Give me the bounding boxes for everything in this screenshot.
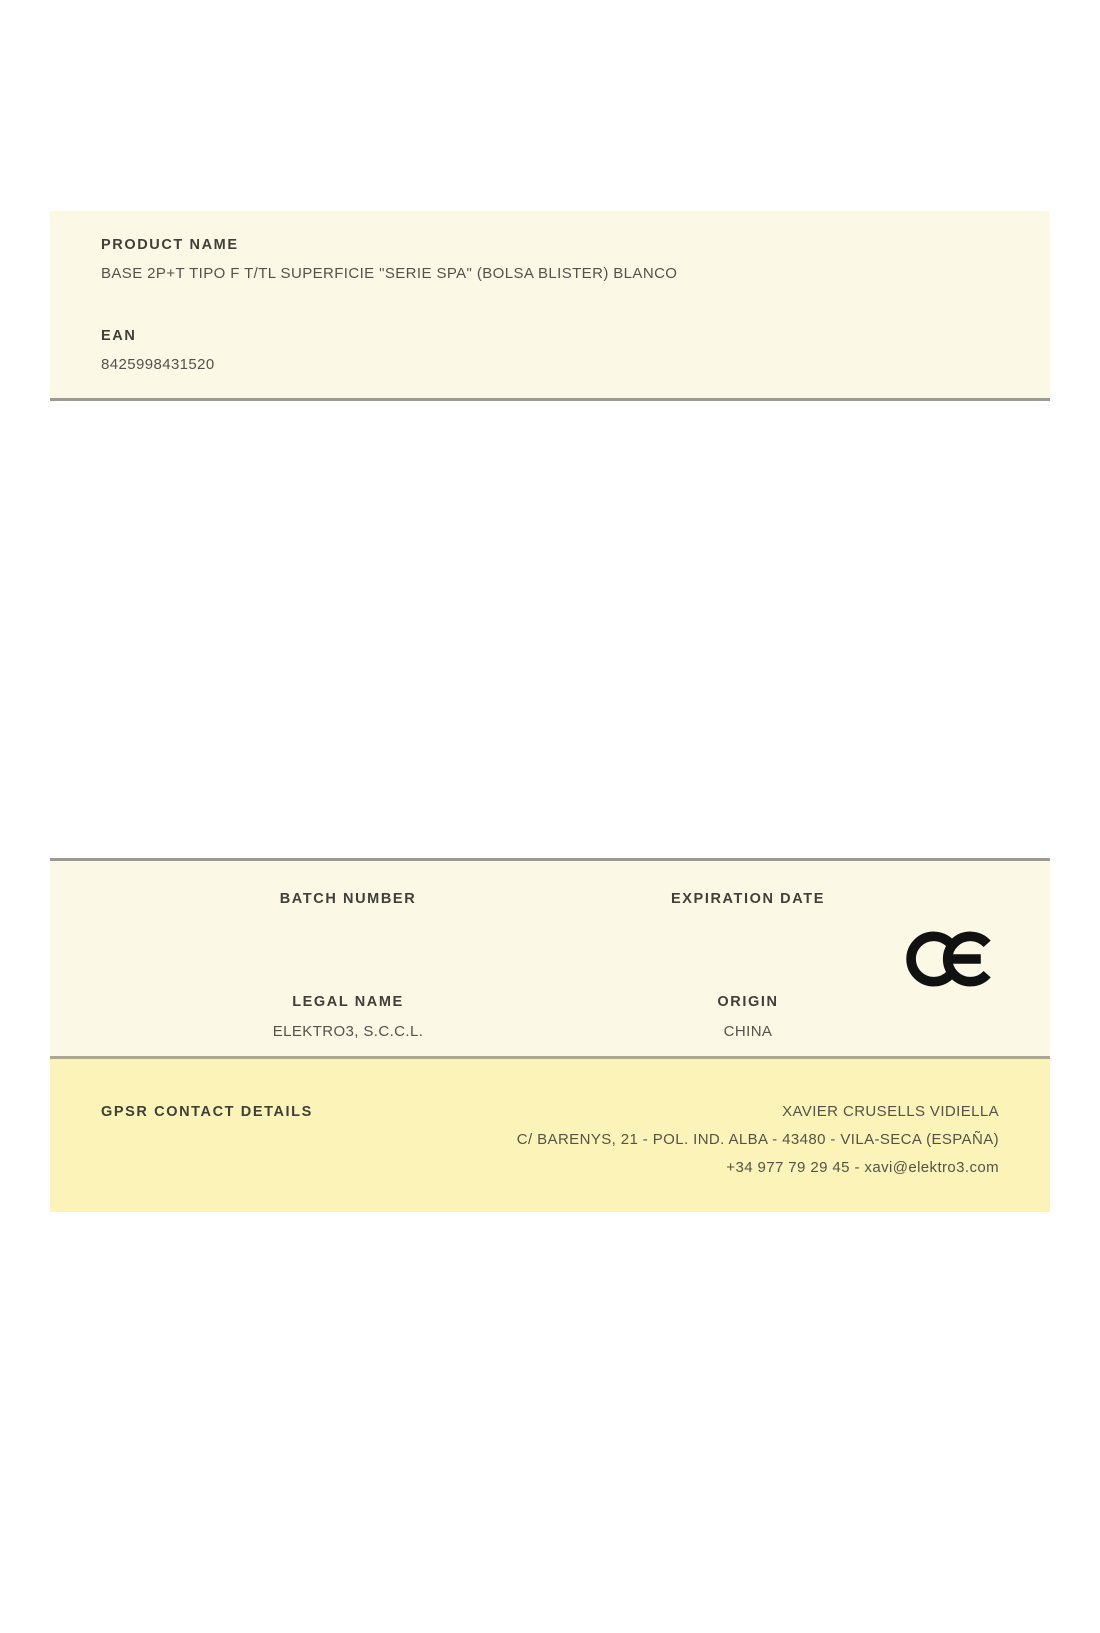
legal-origin-row [148, 994, 1050, 1041]
gpsr-contact-phone-email: +34 977 79 29 45 - xavi@elektro3.com [726, 1159, 999, 1176]
origin-value: CHINA [723, 1023, 773, 1040]
batch-number-label: BATCH NUMBER [279, 891, 417, 907]
gpsr-contact-details-label: GPSR CONTACT DETAILS [101, 1104, 313, 1120]
legal-name-value: ELEKTRO3, S.C.C.L. [272, 1023, 424, 1040]
gpsr-contact-name: XAVIER CRUSELLS VIDIELLA [782, 1103, 999, 1120]
expiration-date-label: EXPIRATION DATE [671, 891, 825, 907]
legal-name-field [148, 994, 548, 1041]
expiration-date-field [548, 891, 948, 920]
origin-label: ORIGIN [717, 994, 779, 1010]
product-info-section [50, 211, 1050, 401]
legal-name-label: LEGAL NAME [292, 994, 404, 1010]
gpsr-contact-address: C/ BARENYS, 21 - POL. IND. ALBA - 43480 - VILA-SECA (ESPAÑA) [516, 1131, 999, 1148]
ean-value: 8425998431520 [101, 356, 215, 373]
product-name-label: PRODUCT NAME [101, 237, 239, 253]
gpsr-contact-section [50, 1056, 1050, 1212]
ce-mark-icon [905, 928, 993, 990]
gpsr-contact-block [517, 1098, 999, 1182]
product-name-field [101, 237, 999, 283]
ean-label: EAN [101, 328, 137, 344]
batch-number-field [148, 891, 548, 920]
origin-field [548, 994, 948, 1041]
product-name-value: BASE 2P+T TIPO F T/TL SUPERFICIE "SERIE SPA" (BOLSA BLISTER) BLANCO [101, 265, 678, 282]
batch-legal-section [50, 858, 1050, 1056]
ean-field [101, 328, 999, 374]
